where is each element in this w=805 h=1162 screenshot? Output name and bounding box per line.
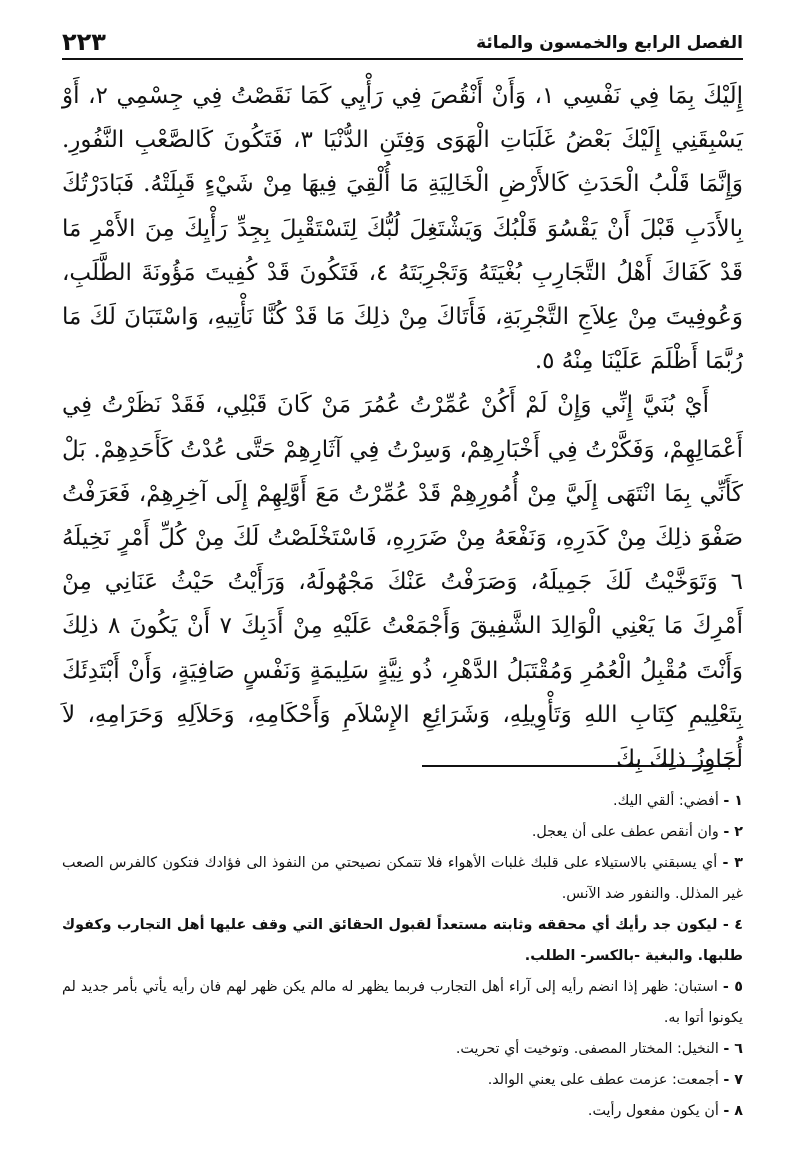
footnote-text: النخيل: المختار المصفى. وتوخيت أي تحريت. (455, 1041, 719, 1057)
footnote (62, 848, 743, 910)
footnote-text: أي يسبقني بالاستيلاء على قلبك غلبات الأهواء فلا تتمكن نصيحتي من النفوذ الى فؤادك فتكون كالفرس الصعب غير المذلل. والنفور ضد الآنس. (62, 855, 743, 902)
paragraph: إِلَيْكَ بِمَا فِي نَفْسِي ١، وَأَنْ أَنْقُصَ فِي رَأْيِي كَمَا نَقَصْتُ فِي جِسْمِي ٢، أَوْ يَسْبِقَنِي إِلَيْكَ بَعْضُ غَلَبَاتِ الْهَوَى وَفِتَنِ الدُّنْيَا ٣، فَتَكُونَ كَالصَّعْبِ النَّفُورِ. وَإِنَّمَا قَلْبُ الْحَدَثِ كَالأَرْضِ الْخَالِيَةِ مَا أُلْقِيَ فِيهَا مِنْ شَيْءٍ قَبِلَتْهُ. فَبَادَرْتُكَ بِالأَدَبِ قَبْلَ أَنْ يَقْسُوَ قَلْبُكَ وَيَشْتَغِلَ لُبُّكَ لِتَسْتَقْبِلَ بِجِدِّ رَأْيِكَ مِنَ الأَمْرِ مَا قَدْ كَفَاكَ أَهْلُ التَّجَارِبِ بُغْيَتَهُ وَتَجْرِبَتَهُ ٤، فَتَكُونَ قَدْ كُفِيتَ مَؤُونَةَ الطَّلَبِ، وَعُوفِيتَ مِنْ عِلاَجِ التَّجْرِبَةِ، فَأَتَاكَ مِنْ ذلِكَ مَا قَدْ كُنَّا نَأْتِيهِ، وَاسْتَبَانَ لَكَ مَا رُبَّمَا أَظْلَمَ عَلَيْنَا مِنْهُ ٥. (62, 83, 744, 375)
footnote (62, 786, 743, 817)
footnote-text: ليكون جد رأيك أي محققه وثابته مستعداً لقبول الحقائق التي وقف عليها أهل التجارب وكفوك طلبها. والبغية -بالكسر- الطلب. (62, 917, 743, 964)
footnote-text: استبان: ظهر إذا انضم رأيه إلى آراء أهل التجارب فربما يظهر له مالم يكن ظهر لهم فان رأيه يأتي بأمر جديد لم يكونوا أتوا به. (62, 979, 743, 1026)
running-header (62, 24, 743, 60)
footnote (62, 1096, 743, 1127)
page-number: ٢٢٣ (62, 28, 106, 56)
footnote (62, 1034, 743, 1065)
footnote-text: وان أنقص عطف على أن يعجل. (531, 824, 719, 840)
footnote-number: ٦ - (723, 1041, 743, 1057)
footnote-number: ٨ - (723, 1103, 743, 1119)
footnote-text: أفضي: ألقي اليك. (613, 793, 719, 809)
main-text (62, 74, 743, 781)
footnote-number: ٢ - (723, 824, 743, 840)
footnotes (62, 786, 743, 1127)
footnote-divider (422, 765, 740, 767)
footnote-number: ٣ - (722, 855, 743, 871)
footnote-text: أجمعت: عزمت عطف على يعني الوالد. (487, 1072, 719, 1088)
paragraph: أَيْ بُنَيَّ إِنِّي وَإِنْ لَمْ أَكُنْ عُمِّرْتُ عُمُرَ مَنْ كَانَ قَبْلِي، فَقَدْ نَظَرْتُ فِي أَعْمَالِهِمْ، وَفَكَّرْتُ فِي أَخْبَارِهِمْ، وَسِرْتُ فِي آثَارِهِمْ حَتَّى عُدْتُ كَأَحَدِهِمْ. بَلْ كَأَنِّي بِمَا انْتَهَى إِلَيَّ مِنْ أُمُورِهِمْ قَدْ عُمِّرْتُ مَعَ أَوَّلِهِمْ إِلَى آخِرِهِمْ، فَعَرَفْتُ صَفْوَ ذلِكَ مِنْ كَدَرِهِ، وَنَفْعَهُ مِنْ ضَرَرِهِ، فَاسْتَخْلَصْتُ لَكَ مِنْ كُلِّ أَمْرٍ نَخِيلَهُ ٦ وَتَوَخَّيْتُ لَكَ جَمِيلَهُ، وَصَرَفْتُ عَنْكَ مَجْهُولَهُ، وَرَأَيْتُ حَيْثُ عَنَانِي مِنْ أَمْرِكَ مَا يَعْنِي الْوَالِدَ الشَّفِيقَ وَأَجْمَعْتُ عَلَيْهِ مِنْ أَدَبِكَ ٧ أَنْ يَكُونَ ٨ ذلِكَ وَأَنْتَ مُقْبِلُ الْعُمُرِ وَمُقْتَبَلُ الدَّهْرِ، ذُو نِيَّةٍ سَلِيمَةٍ وَنَفْسٍ صَافِيَةٍ، وَأَنْ أَبْتَدِئَكَ بِتَعْلِيمِ كِتَابِ اللهِ وَتَأْوِيلِهِ، وَشَرَائِعِ الإِسْلاَمِ وَأَحْكَامِهِ، وَحَلاَلِهِ وَحَرَامِهِ، لاَ أُجَاوِزُ ذلِكَ بِكَ (62, 392, 744, 773)
footnote (62, 972, 743, 1034)
footnote (62, 910, 743, 972)
footnote-text: أن يكون مفعول رأيت. (587, 1103, 719, 1119)
footnote (62, 817, 743, 848)
footnote-number: ٧ - (723, 1072, 743, 1088)
footnote (62, 1065, 743, 1096)
footnote-number: ١ - (723, 793, 743, 809)
chapter-title: الفصل الرابع والخمسون والمائة (476, 33, 743, 53)
footnote-number: ٤ - (722, 917, 743, 933)
footnote-number: ٥ - (722, 979, 743, 995)
